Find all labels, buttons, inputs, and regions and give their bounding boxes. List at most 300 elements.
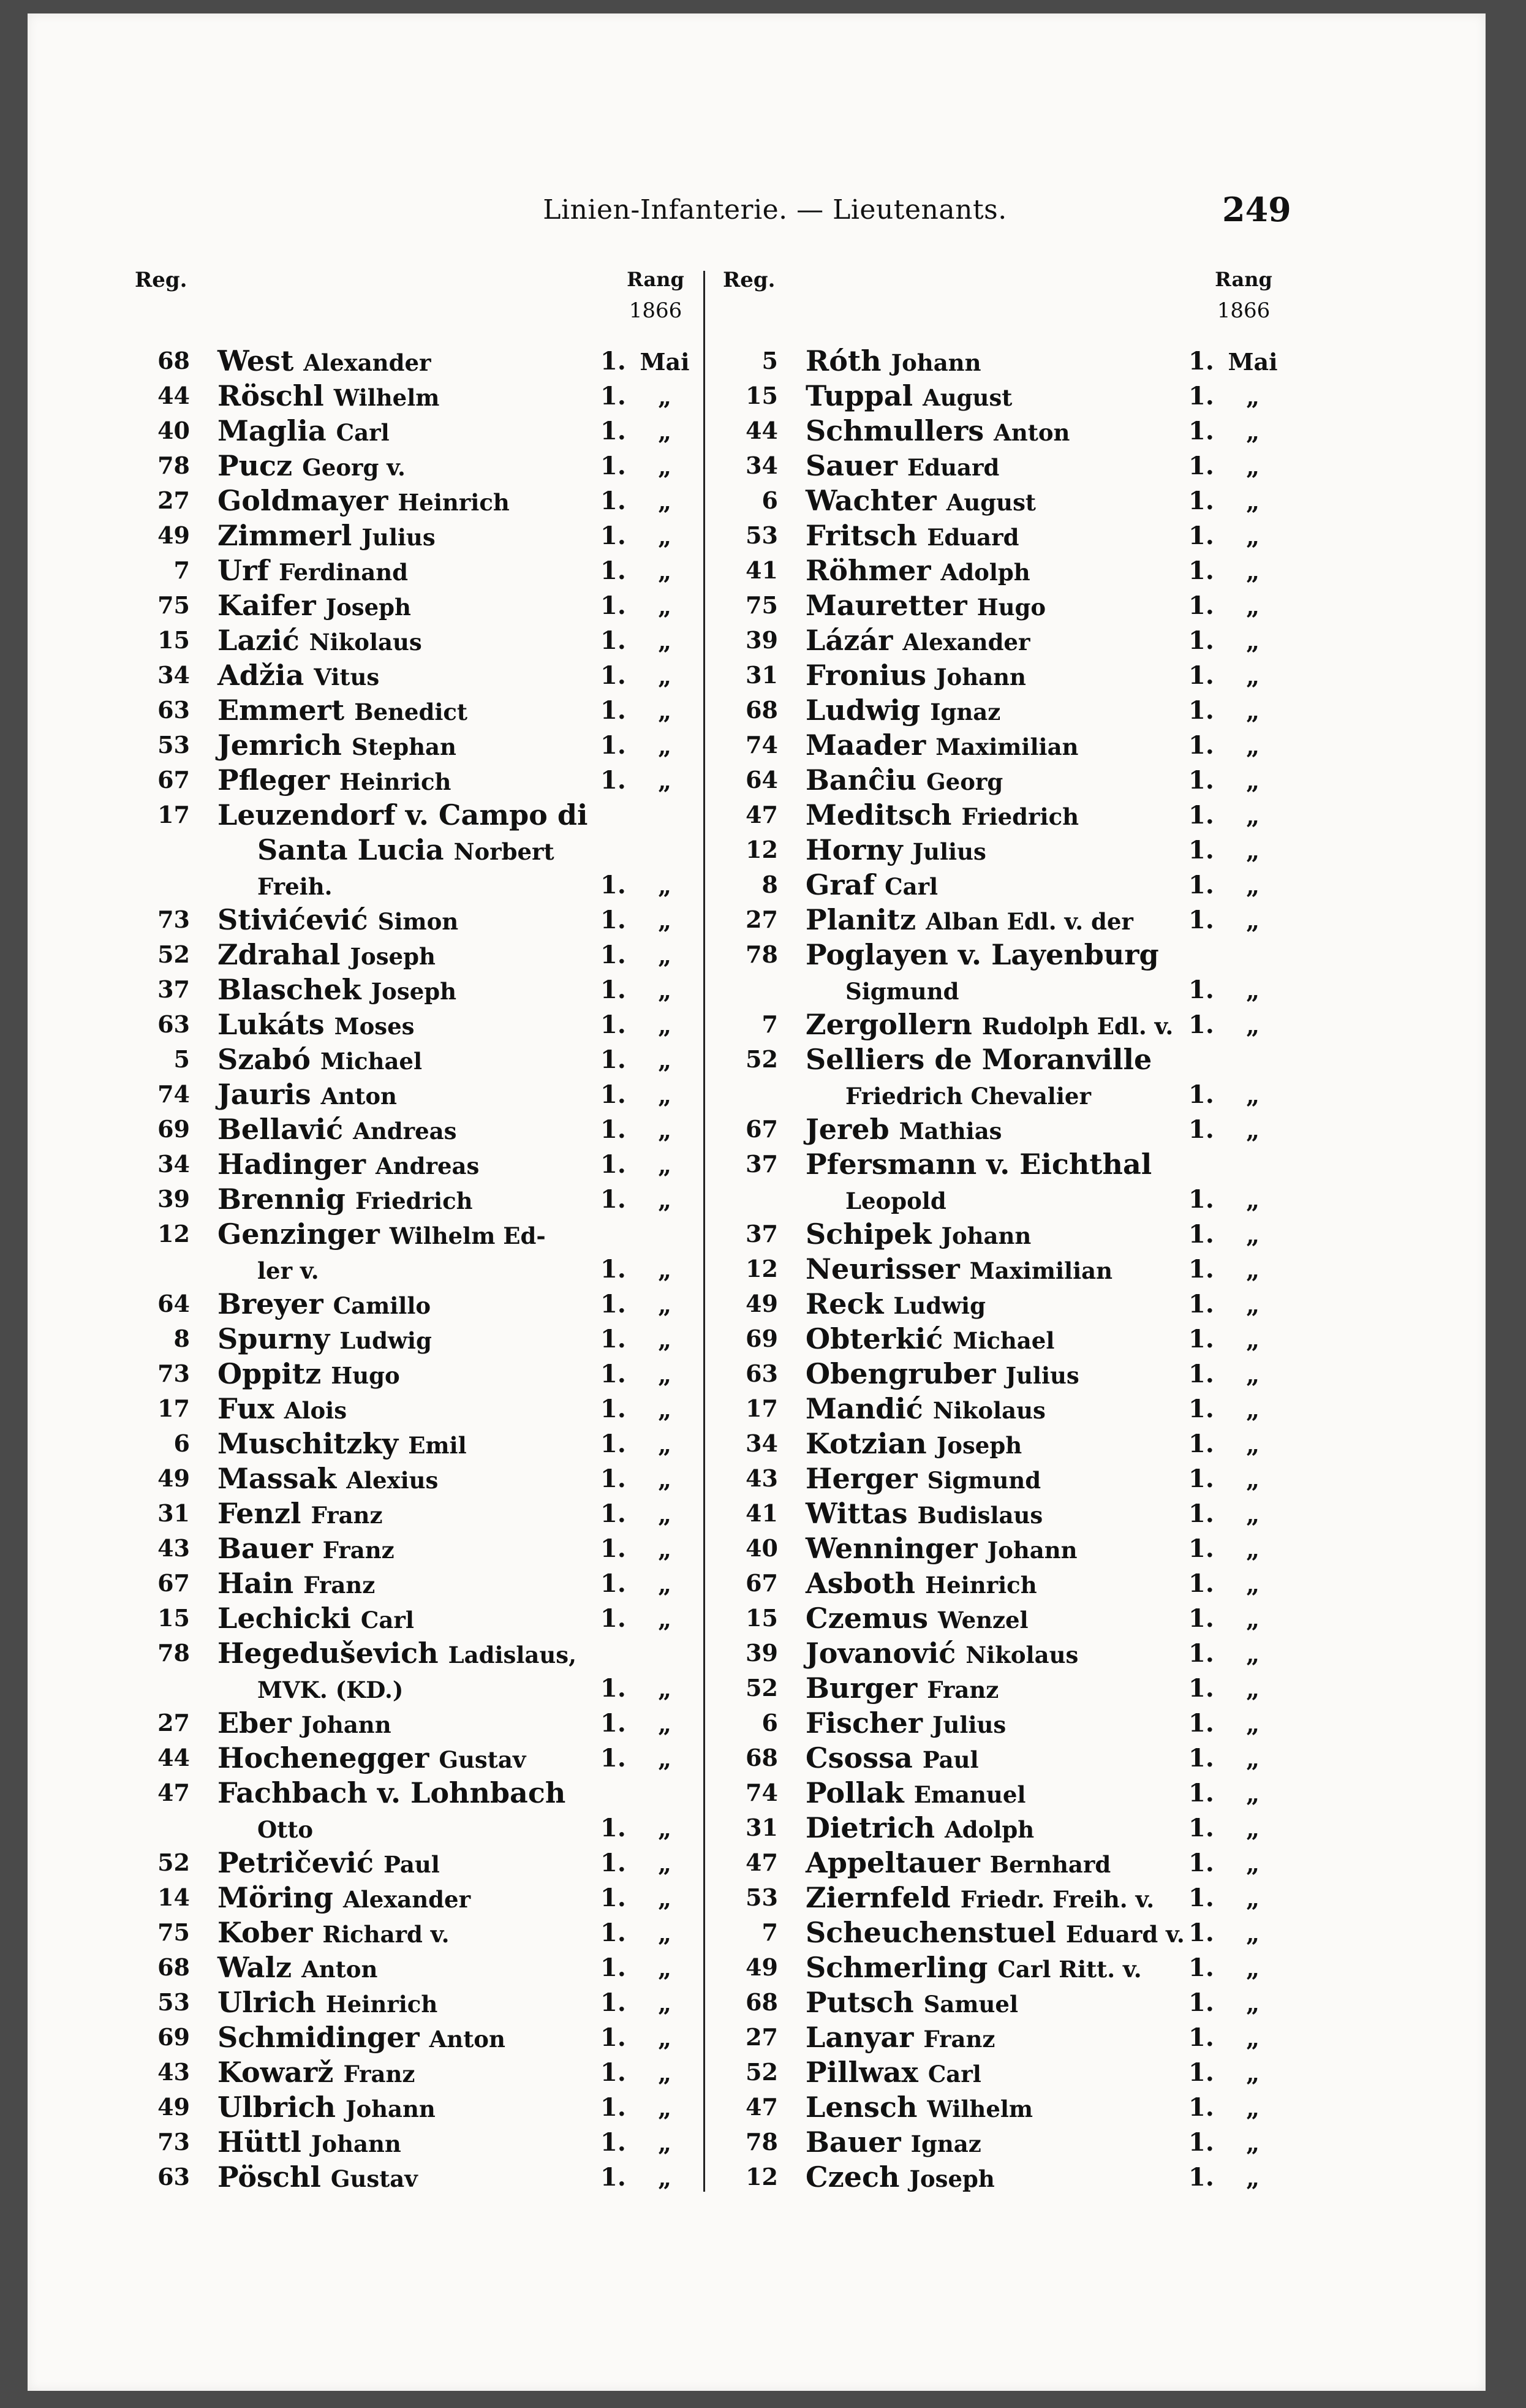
- officer-name: [806, 798, 1079, 831]
- officer-name: [217, 938, 436, 971]
- list-item: [135, 449, 704, 484]
- officer-name: [217, 694, 467, 727]
- list-item: [723, 798, 1293, 833]
- list-item: [723, 1427, 1293, 1462]
- rang-header: Rang: [1215, 268, 1272, 291]
- list-item: [723, 1392, 1293, 1427]
- officer-name: [806, 1497, 1043, 1530]
- surname: Dietrich: [806, 1811, 935, 1844]
- rank-day: 1.: [1188, 1395, 1214, 1423]
- officer-name: [217, 2091, 436, 2124]
- surname: Maglia: [217, 414, 327, 447]
- regiment-number: 78: [157, 1639, 190, 1667]
- officer-name: [806, 1811, 1034, 1844]
- surname: Maader: [806, 729, 926, 762]
- list-item: [135, 1637, 704, 1672]
- given-name: Alois: [284, 1397, 347, 1424]
- page: [28, 13, 1486, 2391]
- given-name: Wilhelm: [333, 384, 440, 411]
- regiment-number: 69: [746, 1325, 778, 1352]
- rank-day: 1.: [1188, 1290, 1214, 1319]
- surname: Lanyar: [806, 2021, 914, 2054]
- rank-month: „: [658, 1116, 671, 1144]
- rank-day: 1.: [600, 1290, 626, 1319]
- surname: Breyer: [217, 1287, 323, 1320]
- surname: Pillwax: [806, 2056, 918, 2089]
- officer-name: [217, 1287, 431, 1320]
- rank-day: 1.: [600, 661, 626, 690]
- regiment-number: 31: [746, 661, 778, 689]
- officer-name: [217, 1427, 467, 1460]
- regiment-number: 53: [746, 521, 778, 549]
- surname: Asboth: [806, 1567, 916, 1600]
- regiment-number: 6: [761, 487, 778, 514]
- rank-day: 1.: [1188, 1569, 1214, 1598]
- surname: Wittas: [806, 1497, 908, 1530]
- given-name: Camillo: [333, 1292, 431, 1319]
- reg-header: Reg.: [135, 268, 187, 292]
- entry-list: [723, 344, 1293, 2195]
- rank-month: „: [658, 1012, 671, 1039]
- surname: Fronius: [806, 659, 927, 692]
- surname: Pollak: [806, 1776, 904, 1809]
- rank-month: „: [1246, 2129, 1260, 2157]
- rank-month: „: [658, 1326, 671, 1354]
- rank-day: 1.: [600, 1953, 626, 1982]
- rank-month: „: [1246, 627, 1260, 655]
- list-item: [723, 484, 1293, 519]
- surname: Planitz: [806, 903, 916, 936]
- rank-day: 1.: [600, 2163, 626, 2192]
- rank-month: „: [658, 2094, 671, 2122]
- rank-day: 1.: [600, 2128, 626, 2157]
- rank-day: 1.: [600, 2058, 626, 2087]
- list-item: [723, 2021, 1293, 2056]
- list-item: [135, 554, 704, 589]
- list-item: [135, 624, 704, 659]
- regiment-number: 63: [746, 1360, 778, 1387]
- given-name: Alexander: [902, 629, 1030, 656]
- regiment-number: 67: [746, 1569, 778, 1597]
- regiment-number: 34: [746, 1429, 778, 1457]
- regiment-number: 5: [173, 1045, 190, 1073]
- surname: Genzinger: [217, 1217, 380, 1251]
- regiment-number: 67: [746, 1115, 778, 1143]
- list-item: [135, 938, 704, 973]
- rank-month: „: [1246, 732, 1260, 760]
- given-name: Franz: [923, 2026, 995, 2053]
- rank-month: „: [658, 1186, 671, 1214]
- list-item: [135, 344, 704, 379]
- regiment-number: 39: [746, 626, 778, 654]
- officer-name: [806, 833, 986, 866]
- regiment-number: 39: [157, 1185, 190, 1213]
- regiment-number: 6: [761, 1709, 778, 1736]
- officer-name: [217, 1637, 576, 1670]
- rank-day: 1.: [1188, 1779, 1214, 1808]
- officer-name: [806, 379, 1012, 412]
- given-name: Anton: [429, 2026, 505, 2053]
- rank-month: „: [1246, 1501, 1260, 1528]
- rank-month: „: [658, 1431, 671, 1458]
- rank-day: 1.: [1188, 1953, 1214, 1982]
- officer-name: [257, 1672, 403, 1705]
- surname: Zergollern: [806, 1008, 972, 1041]
- list-item: [135, 1427, 704, 1462]
- surname: Eber: [217, 1706, 292, 1740]
- given-name: Georg v.: [302, 454, 406, 481]
- rank-month: „: [658, 627, 671, 655]
- surname: Kober: [217, 1916, 313, 1949]
- officer-name: [217, 1322, 432, 1355]
- given-name: Joseph: [325, 594, 411, 621]
- surname: Zdrahal: [217, 938, 341, 971]
- regiment-number: 12: [746, 2163, 778, 2190]
- regiment-number: 8: [173, 1325, 190, 1352]
- list-item: [723, 1183, 1293, 1217]
- rank-day: 1.: [1188, 1255, 1214, 1284]
- rank-day: 1.: [1188, 1429, 1214, 1458]
- regiment-number: 40: [746, 1534, 778, 1562]
- rank-day: 1.: [600, 1115, 626, 1144]
- officer-name: [217, 659, 379, 692]
- regiment-number: 73: [157, 906, 190, 933]
- regiment-number: 49: [157, 2093, 190, 2121]
- list-item: [723, 1217, 1293, 1252]
- officer-name: [217, 1043, 422, 1076]
- given-name: Wilhelm Ed-: [389, 1222, 546, 1249]
- given-name: Carl: [336, 419, 390, 446]
- list-item: [135, 414, 704, 449]
- officer-name: [806, 694, 1000, 727]
- regiment-number: 14: [157, 1884, 190, 1911]
- officer-name: [217, 903, 458, 936]
- officer-name: [806, 1043, 1152, 1076]
- rank-month: „: [658, 907, 671, 934]
- rank-day: 1.: [1188, 417, 1214, 445]
- surname: Lensch: [806, 2091, 918, 2124]
- given-name: Friedrich: [355, 1187, 473, 1214]
- rank-month: „: [1246, 1850, 1260, 1877]
- rank-month: „: [658, 2164, 671, 2192]
- given-name: Alexander: [342, 1886, 471, 1913]
- rank-day: 1.: [600, 1185, 626, 1214]
- rank-day: 1.: [1188, 2023, 1214, 2052]
- list-item: [723, 1043, 1293, 1078]
- list-item: [723, 449, 1293, 484]
- rank-day: 1.: [600, 1534, 626, 1563]
- surname: Wenninger: [806, 1532, 978, 1565]
- officer-name: [217, 1706, 391, 1740]
- list-item: [135, 1287, 704, 1322]
- list-item: [135, 379, 704, 414]
- rank-month: „: [658, 593, 671, 620]
- rank-month: „: [1246, 1256, 1260, 1284]
- rank-month: „: [1246, 1955, 1260, 1982]
- rank-month: „: [1246, 977, 1260, 1004]
- list-item: [135, 2126, 704, 2160]
- surname: Pfleger: [217, 763, 330, 797]
- officer-name: [217, 1776, 565, 1809]
- rank-month: „: [1246, 697, 1260, 725]
- list-item: [723, 1148, 1293, 1183]
- officer-name: [217, 1846, 440, 1879]
- rank-month: „: [658, 1291, 671, 1319]
- rank-month: „: [1246, 453, 1260, 480]
- given-name: Friedr. Freih. v.: [960, 1886, 1155, 1913]
- regiment-number: 40: [157, 417, 190, 444]
- regiment-number: 63: [157, 696, 190, 724]
- list-item: [135, 833, 704, 868]
- rank-month: „: [658, 1885, 671, 1912]
- regiment-number: 47: [157, 1779, 190, 1806]
- rank-month: „: [1246, 2024, 1260, 2052]
- officer-name: [217, 1916, 449, 1949]
- list-item: [135, 798, 704, 833]
- officer-name: [806, 2056, 981, 2089]
- rank-day: 1.: [1188, 626, 1214, 655]
- given-name: Rudolph Edl. v.: [981, 1013, 1174, 1040]
- given-name: Emanuel: [913, 1781, 1026, 1808]
- regiment-number: 47: [746, 801, 778, 828]
- surname: Spurny: [217, 1322, 330, 1355]
- surname: Schmidinger: [217, 2021, 420, 2054]
- surname: Zimmerl: [217, 519, 352, 552]
- given-name: Heinrich: [339, 768, 451, 795]
- officer-name: [845, 1078, 1091, 1111]
- given-name: Ladislaus,: [448, 1641, 576, 1668]
- rank-month: „: [1246, 872, 1260, 899]
- given-name: Franz: [343, 2061, 415, 2088]
- list-item: [135, 2091, 704, 2126]
- list-item: [135, 589, 704, 624]
- rank-month: „: [658, 767, 671, 795]
- rank-month: „: [1246, 523, 1260, 550]
- given-name: Heinrich: [398, 489, 510, 516]
- officer-name: [806, 1672, 999, 1705]
- list-item: [723, 1741, 1293, 1776]
- rank-month: „: [658, 488, 671, 515]
- list-item: [723, 1811, 1293, 1846]
- list-item: [723, 344, 1293, 379]
- surname: Selliers de Moranville: [806, 1043, 1152, 1076]
- regiment-number: 53: [746, 1884, 778, 1911]
- given-name: Sigmund: [927, 1467, 1041, 1494]
- list-item: [723, 1532, 1293, 1567]
- rank-month: „: [658, 523, 671, 550]
- regiment-number: 68: [746, 1744, 778, 1771]
- given-name: Franz: [322, 1537, 395, 1564]
- surname: Lukáts: [217, 1008, 325, 1041]
- rank-day: 1.: [1188, 1814, 1214, 1842]
- rank-month: „: [1246, 1605, 1260, 1633]
- surname: Tuppal: [806, 379, 913, 412]
- regiment-number: 49: [157, 521, 190, 549]
- regiment-number: 47: [746, 1849, 778, 1876]
- rank-month: „: [1246, 1186, 1260, 1214]
- given-name: Franz: [311, 1502, 383, 1529]
- officer-name: [217, 589, 411, 622]
- list-item: [723, 1287, 1293, 1322]
- surname: Schmerling: [806, 1951, 988, 1984]
- officer-name: [257, 868, 333, 901]
- given-name: Anton: [320, 1083, 397, 1110]
- officer-name: [217, 1148, 479, 1181]
- regiment-number: 52: [157, 1849, 190, 1876]
- list-item: [135, 484, 704, 519]
- officer-name: [217, 2056, 415, 2089]
- regiment-number: 74: [157, 1080, 190, 1108]
- given-name: Johann: [311, 2130, 401, 2157]
- regiment-number: 39: [746, 1639, 778, 1667]
- given-name: Hugo: [976, 594, 1046, 621]
- officer-name: [806, 1637, 1078, 1670]
- list-item: [135, 729, 704, 763]
- regiment-number: 69: [157, 2023, 190, 2051]
- list-item: [723, 1462, 1293, 1497]
- surname: Czech: [806, 2160, 900, 2194]
- surname: Obterkić: [806, 1322, 943, 1355]
- rank-day: 1.: [600, 452, 626, 480]
- list-item: [723, 1986, 1293, 2021]
- officer-name: [806, 938, 1159, 971]
- list-item: [135, 1602, 704, 1637]
- rank-day: 1.: [600, 1674, 626, 1703]
- rank-month: „: [1246, 1431, 1260, 1458]
- rank-day: 1.: [1188, 975, 1214, 1004]
- given-name: Andreas: [376, 1153, 480, 1179]
- officer-name: [217, 1881, 470, 1914]
- rank-day: 1.: [1188, 766, 1214, 795]
- surname: Emmert: [217, 694, 345, 727]
- list-item: [723, 763, 1293, 798]
- officer-name: [806, 903, 1133, 936]
- rank-day: 1.: [600, 2023, 626, 2052]
- list-item: [135, 1881, 704, 1916]
- regiment-number: 27: [746, 906, 778, 933]
- rank-month: „: [658, 1570, 671, 1598]
- given-name: Moses: [334, 1013, 415, 1040]
- surname: Goldmayer: [217, 484, 388, 517]
- given-name: Friedrich Chevalier: [845, 1083, 1091, 1110]
- officer-name: [217, 1532, 395, 1565]
- surname: Bellavić: [217, 1113, 344, 1146]
- rank-day: 1.: [1188, 2058, 1214, 2087]
- rank-month: „: [658, 1256, 671, 1284]
- surname: Ulrich: [217, 1986, 316, 2019]
- rank-day: 1.: [600, 1709, 626, 1738]
- rank-month: „: [658, 1361, 671, 1388]
- surname: Fenzl: [217, 1497, 301, 1530]
- rank-day: 1.: [1188, 2093, 1214, 2122]
- rank-month: „: [1246, 1116, 1260, 1144]
- officer-name: [217, 798, 588, 831]
- list-item: [135, 1497, 704, 1532]
- rank-day: 1.: [1188, 1499, 1214, 1528]
- officer-name: [217, 554, 408, 587]
- rank-month: „: [1246, 2059, 1260, 2087]
- rank-day: 1.: [1188, 452, 1214, 480]
- regiment-number: 44: [157, 1744, 190, 1771]
- list-item: [135, 763, 704, 798]
- rank-day: 1.: [1188, 1325, 1214, 1354]
- officer-name: [806, 414, 1070, 447]
- rank-month: „: [1246, 1081, 1260, 1109]
- given-name: Julius: [932, 1711, 1007, 1738]
- regiment-number: 68: [157, 347, 190, 374]
- rank-day: 1.: [1188, 801, 1214, 830]
- list-item: [135, 1532, 704, 1567]
- list-item: [135, 868, 704, 903]
- list-item: [723, 2091, 1293, 2126]
- officer-name: [806, 659, 1026, 692]
- given-name: Johann: [941, 1222, 1032, 1249]
- rank-month: „: [1246, 488, 1260, 515]
- rank-month: „: [1246, 837, 1260, 865]
- regiment-number: 7: [761, 1918, 778, 1946]
- list-item: [723, 1846, 1293, 1881]
- given-name: Carl Ritt. v.: [997, 1956, 1142, 1983]
- rank-day: 1.: [1188, 661, 1214, 690]
- year-header: 1866: [629, 298, 682, 323]
- given-name: Joseph: [909, 2165, 995, 2192]
- list-item: [723, 903, 1293, 938]
- list-item: [135, 1043, 704, 1078]
- given-name: Emil: [408, 1432, 467, 1459]
- officer-name: [217, 519, 436, 552]
- rank-day: 1.: [1188, 1639, 1214, 1668]
- given-name: Norbert: [453, 838, 554, 865]
- surname: Muschitzky: [217, 1427, 399, 1460]
- rank-month: „: [658, 662, 671, 690]
- rank-day: 1.: [600, 975, 626, 1004]
- surname: Urf: [217, 554, 270, 587]
- rank-day: 1.: [1188, 1744, 1214, 1773]
- rank-month: „: [1246, 1640, 1260, 1668]
- list-item: [723, 2160, 1293, 2195]
- given-name: Julius: [912, 838, 986, 865]
- list-item: [135, 2056, 704, 2091]
- surname: Jemrich: [217, 729, 342, 762]
- given-name: Johann: [301, 1711, 391, 1738]
- regiment-number: 49: [746, 1290, 778, 1317]
- officer-name: [806, 1986, 1018, 2019]
- given-name: Julius: [1005, 1362, 1079, 1389]
- officer-name: [806, 2021, 995, 2054]
- given-name: Eduard v.: [1065, 1921, 1185, 1948]
- surname: Stivićević: [217, 903, 368, 936]
- regiment-number: 5: [761, 347, 778, 374]
- rank-day: 1.: [600, 1569, 626, 1598]
- officer-name: [217, 1113, 456, 1146]
- given-name: Franz: [927, 1676, 999, 1703]
- regiment-number: 74: [746, 1779, 778, 1806]
- officer-name: [217, 1602, 414, 1635]
- surname: Lechicki: [217, 1602, 351, 1635]
- list-item: [135, 519, 704, 554]
- rank-day: 1.: [600, 2093, 626, 2122]
- rank-day: 1.: [600, 382, 626, 411]
- officer-name: [806, 1217, 1031, 1251]
- page-number: 249: [1222, 190, 1291, 229]
- regiment-number: 49: [157, 1464, 190, 1492]
- rank-day: 1.: [1188, 1918, 1214, 1947]
- rank-day: 1.: [1188, 1534, 1214, 1563]
- given-name: MVK. (KD.): [257, 1676, 404, 1703]
- rank-day: 1.: [1188, 591, 1214, 620]
- given-name: Samuel: [923, 1991, 1018, 2018]
- rank-month: „: [658, 697, 671, 725]
